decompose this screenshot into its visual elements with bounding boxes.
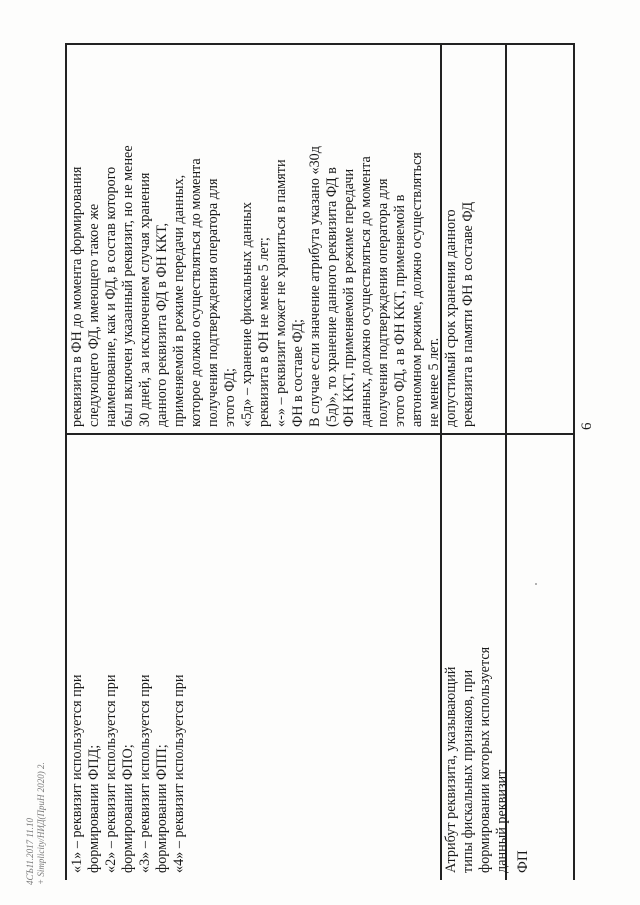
text-line: данного реквизита ФД в ФН ККТ, [154, 222, 170, 427]
table-rule-right [65, 43, 575, 45]
text-line: формировании ФПО; [120, 744, 136, 873]
text-line: «1» – реквизит используется при [69, 674, 85, 873]
text-line: 30 дней, за исключением случая хранения [137, 172, 153, 427]
text-line: формировании ФПП; [154, 744, 170, 873]
text-line: которое должно осуществляться до момента [188, 158, 204, 427]
text-line: получения подтверждения оператора для [375, 178, 391, 427]
table-rule-row-divider [65, 433, 575, 435]
text-line: В случае если значение атрибута указано «30д [307, 146, 323, 427]
text-line: не менее 5 лет. [426, 337, 442, 427]
text-line: (5д)», то хранение данного реквизита ФД в [324, 167, 340, 427]
text-line: наименование, как и ФД, в состав которого [103, 166, 119, 427]
text-line: этого ФД; [222, 368, 238, 427]
row2-col3-text [69, 675, 188, 873]
text-line: данных, должно осуществляться до момента [358, 156, 374, 427]
text-line: «-» – реквизит может не храниться в памяти [273, 159, 289, 427]
table-rule-bottom [573, 43, 575, 880]
table-rule-top [65, 43, 67, 880]
scan-speck [535, 583, 537, 585]
text-line: реквизита в ФН не менее 5 лет; [256, 237, 272, 427]
page-number: 6 [579, 422, 595, 430]
text-line: следующего ФД, имеющего такое же [86, 203, 102, 427]
text-line: был включен указанный реквизит, но не менее [120, 145, 136, 427]
rotated-page [25, 40, 595, 885]
margin-stamp: 4СЪ11.2017 11.10 + Simplicity/НИД(ПриН 2020) 2. [25, 762, 46, 885]
row1-col2-text: допустимый срок хранения данного реквизита в памяти ФН в составе ФД [443, 201, 477, 427]
text-line: «3» – реквизит используется при [137, 674, 153, 873]
text-line: ФН в составе ФД; [290, 319, 306, 427]
text-line: формировании ФПД; [86, 744, 102, 873]
text-line: автономном режиме, должно осуществляться [409, 152, 425, 427]
row2-col2-text: Атрибут реквизита, указывающий типы фискальных признаков, при формировании которых используется данный реквизит [443, 646, 511, 873]
text-line: «2» – реквизит используется при [103, 674, 119, 873]
text-line: получения подтверждения оператора для [205, 178, 221, 427]
text-line: «4» – реквизит используется при [171, 674, 187, 873]
text-line: этого ФД, а в ФН ККТ, применяемой в [392, 194, 408, 427]
text-line: ФН ККТ, применяемой в режиме передачи [341, 168, 357, 427]
row1-col3-text [69, 145, 443, 427]
text-line: «5д» – хранение фискальных данных [239, 202, 255, 427]
row2-col1-text: ФП [515, 850, 531, 873]
text-line: реквизита в ФН до момента формирования [69, 166, 85, 427]
text-line: применяемой в режиме передачи данных, [171, 174, 187, 427]
